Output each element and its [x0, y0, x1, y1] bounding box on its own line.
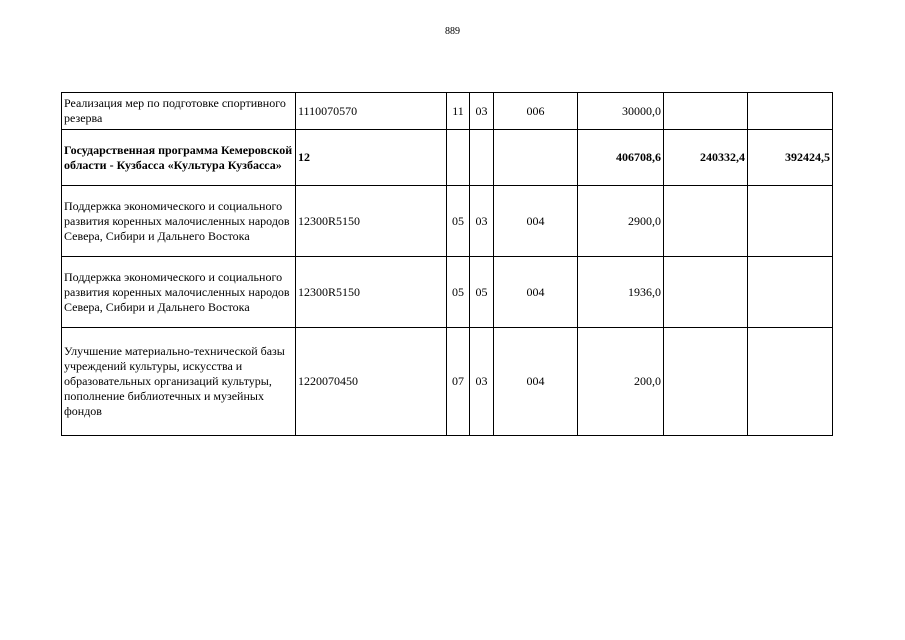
row-code: 12300R5150 — [296, 186, 447, 257]
row-expense-type — [494, 130, 578, 186]
row-subsection: 03 — [470, 328, 494, 436]
row-year1: 30000,0 — [578, 93, 664, 130]
row-expense-type: 004 — [494, 186, 578, 257]
table-row — [62, 328, 833, 436]
row-year1: 1936,0 — [578, 257, 664, 328]
row-name: Государственная программа Кемеровской области - Кузбасса «Культура Кузбасса» — [62, 130, 296, 186]
row-year2 — [664, 186, 748, 257]
row-name: Поддержка экономического и социального развития коренных малочисленных народов Севера, Сибири и Дальнего Востока — [62, 186, 296, 257]
row-year3 — [748, 186, 833, 257]
table-row — [62, 186, 833, 257]
page-number: 889 — [445, 26, 460, 37]
row-subsection: 03 — [470, 93, 494, 130]
row-section: 05 — [447, 257, 470, 328]
row-year2 — [664, 328, 748, 436]
table-row — [62, 257, 833, 328]
row-code: 1220070450 — [296, 328, 447, 436]
row-year2: 240332,4 — [664, 130, 748, 186]
row-section: 11 — [447, 93, 470, 130]
row-year3 — [748, 257, 833, 328]
row-year3 — [748, 328, 833, 436]
row-expense-type: 006 — [494, 93, 578, 130]
row-name: Улучшение материально-технической базы учреждений культуры, искусства и образовательных организаций культуры, пополнение библиотечных и музейных фондов — [62, 328, 296, 436]
budget-table — [61, 92, 833, 436]
row-subsection: 05 — [470, 257, 494, 328]
row-section: 07 — [447, 328, 470, 436]
row-code: 12300R5150 — [296, 257, 447, 328]
row-year1: 2900,0 — [578, 186, 664, 257]
row-year1: 200,0 — [578, 328, 664, 436]
table-row — [62, 93, 833, 130]
row-section — [447, 130, 470, 186]
row-expense-type: 004 — [494, 328, 578, 436]
row-subsection: 03 — [470, 186, 494, 257]
row-year3 — [748, 93, 833, 130]
row-code: 12 — [296, 130, 447, 186]
row-year1: 406708,6 — [578, 130, 664, 186]
table-row — [62, 130, 833, 186]
row-expense-type: 004 — [494, 257, 578, 328]
row-year2 — [664, 93, 748, 130]
row-year3: 392424,5 — [748, 130, 833, 186]
row-section: 05 — [447, 186, 470, 257]
row-code: 1110070570 — [296, 93, 447, 130]
row-name: Поддержка экономического и социального развития коренных малочисленных народов Севера, Сибири и Дальнего Востока — [62, 257, 296, 328]
row-name: Реализация мер по подготовке спортивного резерва — [62, 93, 296, 130]
row-subsection — [470, 130, 494, 186]
row-year2 — [664, 257, 748, 328]
